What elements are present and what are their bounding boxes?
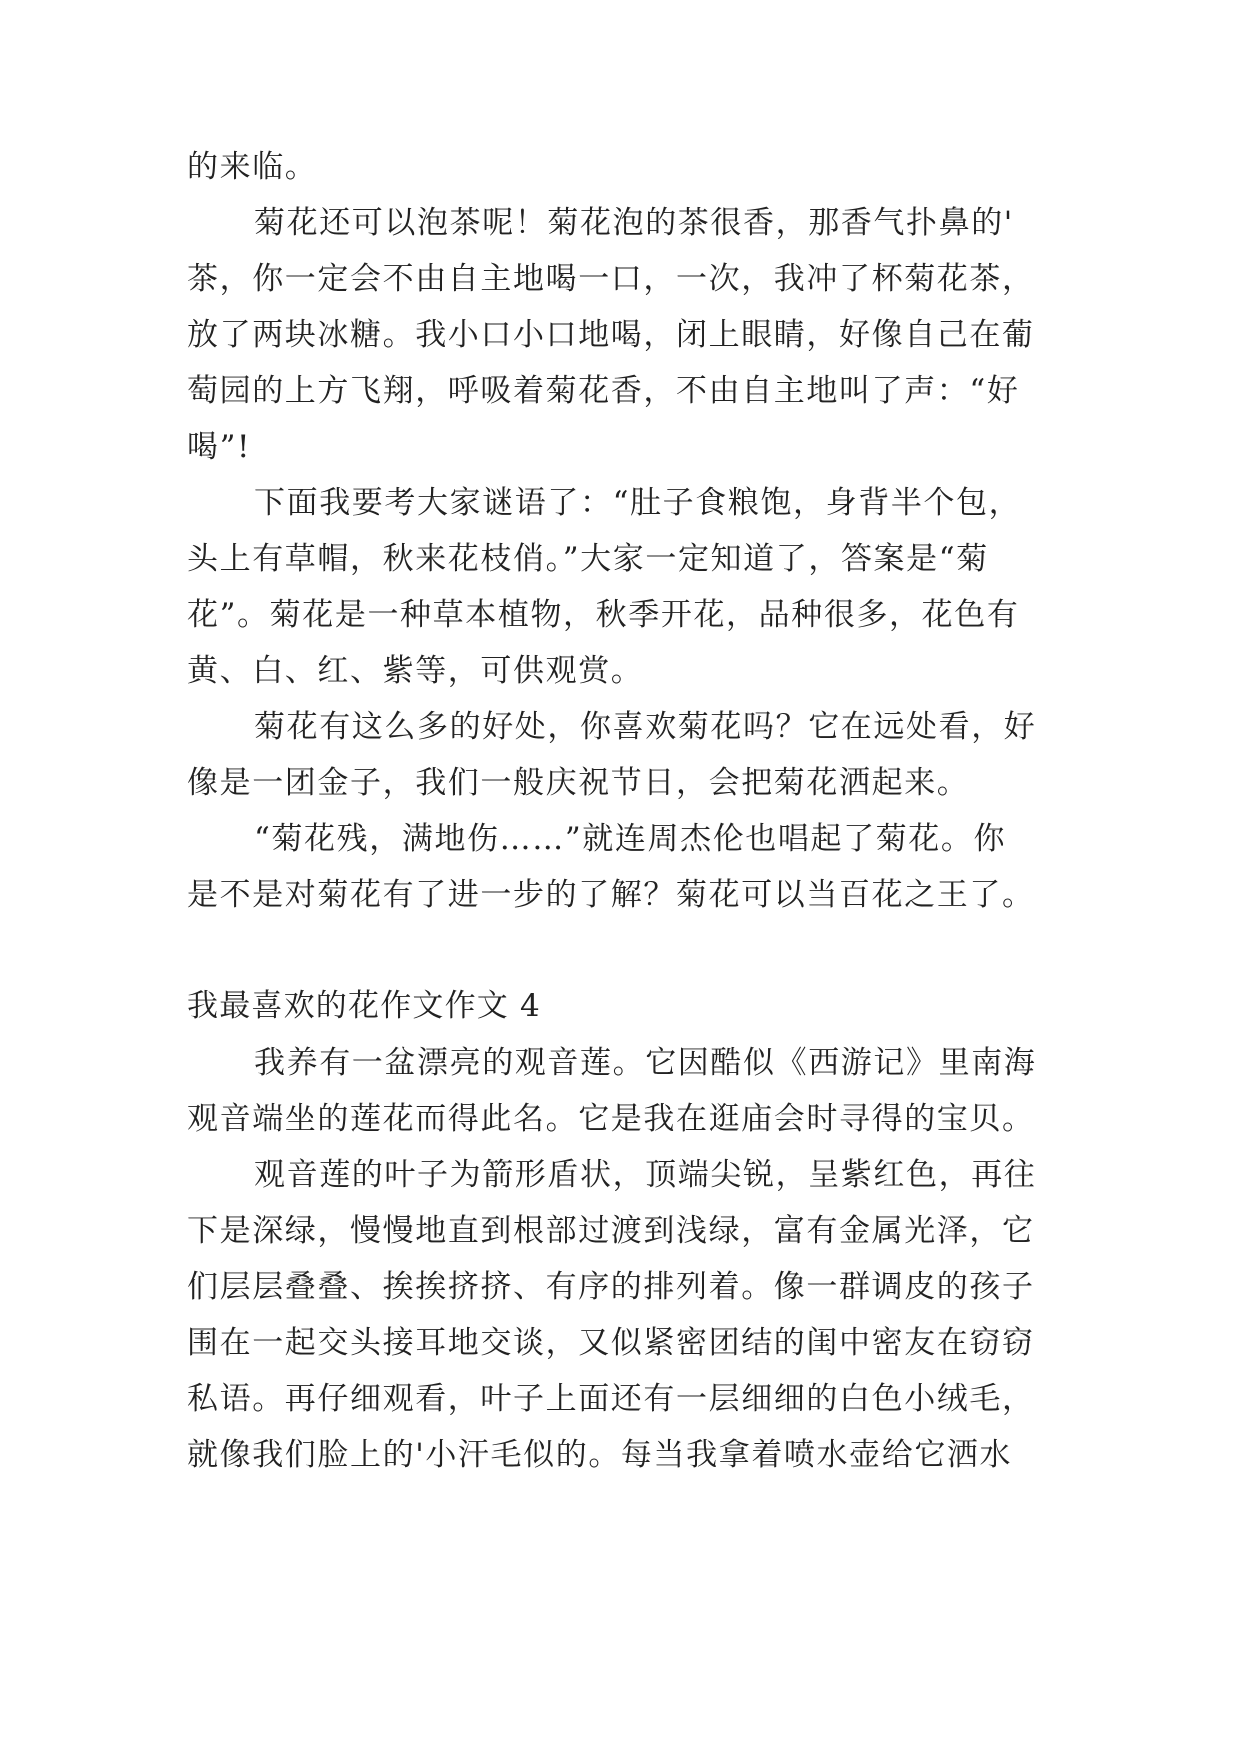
- paragraph-first-line: 下面我要考大家谜语了：“肚子食粮饱，身背半个包，: [254, 485, 1022, 521]
- text-line: 的来临。: [187, 149, 318, 185]
- text-line: 下是深绿，慢慢地直到根部过渡到浅绿，富有金属光泽，它: [187, 1213, 1035, 1249]
- paragraph-first-line: 菊花还可以泡茶呢！菊花泡的茶很香，那香气扑鼻的': [254, 205, 1014, 241]
- text-line: 花”。菊花是一种草本植物，秋季开花，品种很多，花色有: [187, 597, 1020, 633]
- text-line: 像是一团金子，我们一般庆祝节日，会把菊花洒起来。: [187, 765, 970, 801]
- paragraph-first-line: 菊花有这么多的好处，你喜欢菊花吗？它在远处看，好: [254, 709, 1037, 745]
- text-line: 私语。再仔细观看，叶子上面还有一层细细的白色小绒毛，: [187, 1381, 1035, 1417]
- paragraph-first-line: 观音莲的叶子为箭形盾状，顶端尖锐，呈紫红色，再往: [254, 1157, 1037, 1193]
- text-line: 们层层叠叠、挨挨挤挤、有序的排列着。像一群调皮的孩子: [187, 1269, 1035, 1305]
- text-line: 放了两块冰糖。我小口小口地喝，闭上眼睛，好像自己在葡: [187, 317, 1035, 353]
- text-line: 头上有草帽，秋来花枝俏。”大家一定知道了，答案是“菊: [187, 541, 989, 577]
- text-line: 围在一起交头接耳地交谈，又似紧密团结的闺中密友在窃窃: [187, 1325, 1035, 1361]
- text-line: 就像我们脸上的'小汗毛似的。每当我拿着喷水壶给它洒水: [187, 1437, 1013, 1473]
- paragraph-first-line: 我养有一盆漂亮的观音莲。它因酷似《西游记》里南海: [254, 1045, 1037, 1081]
- text-line: 萄园的上方飞翔，呼吸着菊花香，不由自主地叫了声：“好: [187, 373, 1020, 409]
- text-line: 喝”!: [187, 429, 252, 465]
- paragraph-first-line: “菊花残，满地伤……”就连周杰伦也唱起了菊花。你: [254, 821, 1007, 857]
- text-line: 茶，你一定会不由自主地喝一口，一次，我冲了杯菊花茶，: [187, 261, 1035, 297]
- text-line: 是不是对菊花有了进一步的了解？菊花可以当百花之王了。: [187, 877, 1035, 913]
- section-heading: 我最喜欢的花作文作文 4: [187, 988, 541, 1024]
- text-line: 黄、白、红、紫等，可供观赏。: [187, 653, 644, 689]
- text-line: 观音端坐的莲花而得此名。它是我在逛庙会时寻得的宝贝。: [187, 1101, 1035, 1137]
